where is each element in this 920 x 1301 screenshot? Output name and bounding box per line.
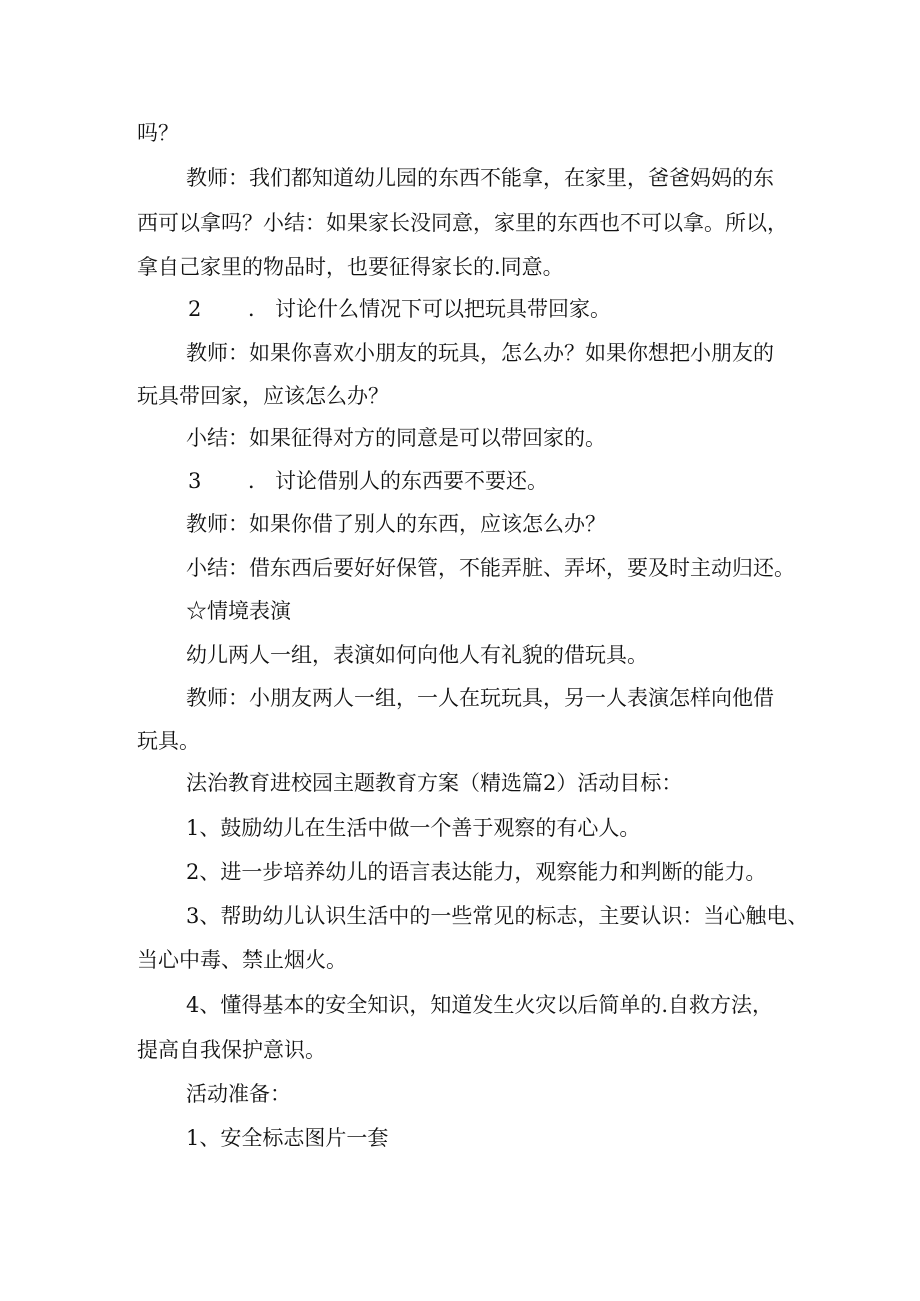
text-line: 教师：如果你喜欢小朋友的玩具，怎么办？如果你想把小朋友的	[186, 341, 774, 365]
text-line: 拿自己家里的物品时，也要征得家长的.同意。	[137, 255, 564, 279]
list-dot: ．	[248, 469, 269, 493]
text-line: 小结：如果征得对方的同意是可以带回家的。	[186, 426, 606, 450]
text-line: 2、进一步培养幼儿的语言表达能力，观察能力和判断的能力。	[186, 860, 767, 884]
text-line: 4、懂得基本的安全知识，知道发生火灾以后简单的.自救方法，	[186, 993, 774, 1017]
text-line: 教师：小朋友两人一组，一人在玩玩具，另一人表演怎样向他借	[186, 686, 774, 710]
list-number: 2	[188, 297, 202, 321]
text-line: 幼儿两人一组，表演如何向他人有礼貌的借玩具。	[186, 643, 648, 667]
text-line: 教师：我们都知道幼儿园的东西不能拿，在家里，爸爸妈妈的东	[186, 166, 774, 190]
text-line: 当心中毒、禁止烟火。	[137, 948, 347, 972]
text-line: 法治教育进校园主题教育方案（精选篇2）活动目标：	[186, 771, 683, 795]
text-line: 西可以拿吗？小结：如果家长没同意，家里的东西也不可以拿。所以，	[137, 211, 788, 235]
text-line: 玩具带回家，应该怎么办？	[137, 384, 389, 408]
text-line: 1、鼓励幼儿在生活中做一个善于观察的有心人。	[186, 816, 641, 840]
text-line: 玩具。	[137, 729, 200, 753]
text-line: 吗？	[137, 121, 179, 145]
text-line: 教师：如果你借了别人的东西，应该怎么办？	[186, 512, 606, 536]
text-line: 3、帮助幼儿认识生活中的一些常见的标志，主要认识：当心触电、	[186, 904, 809, 928]
list-dot: ．	[248, 297, 269, 321]
list-number: 3	[188, 469, 202, 493]
text-line: 讨论借别人的东西要不要还。	[275, 469, 548, 493]
text-line: 1、安全标志图片一套	[186, 1126, 389, 1150]
text-line: 提高自我保护意识。	[137, 1038, 326, 1062]
text-line: 讨论什么情况下可以把玩具带回家。	[275, 297, 611, 321]
text-line: ☆情境表演	[186, 599, 291, 623]
text-line: 小结：借东西后要好好保管，不能弄脏、弄坏，要及时主动归还。	[186, 556, 795, 580]
text-line: 活动准备：	[186, 1082, 291, 1106]
